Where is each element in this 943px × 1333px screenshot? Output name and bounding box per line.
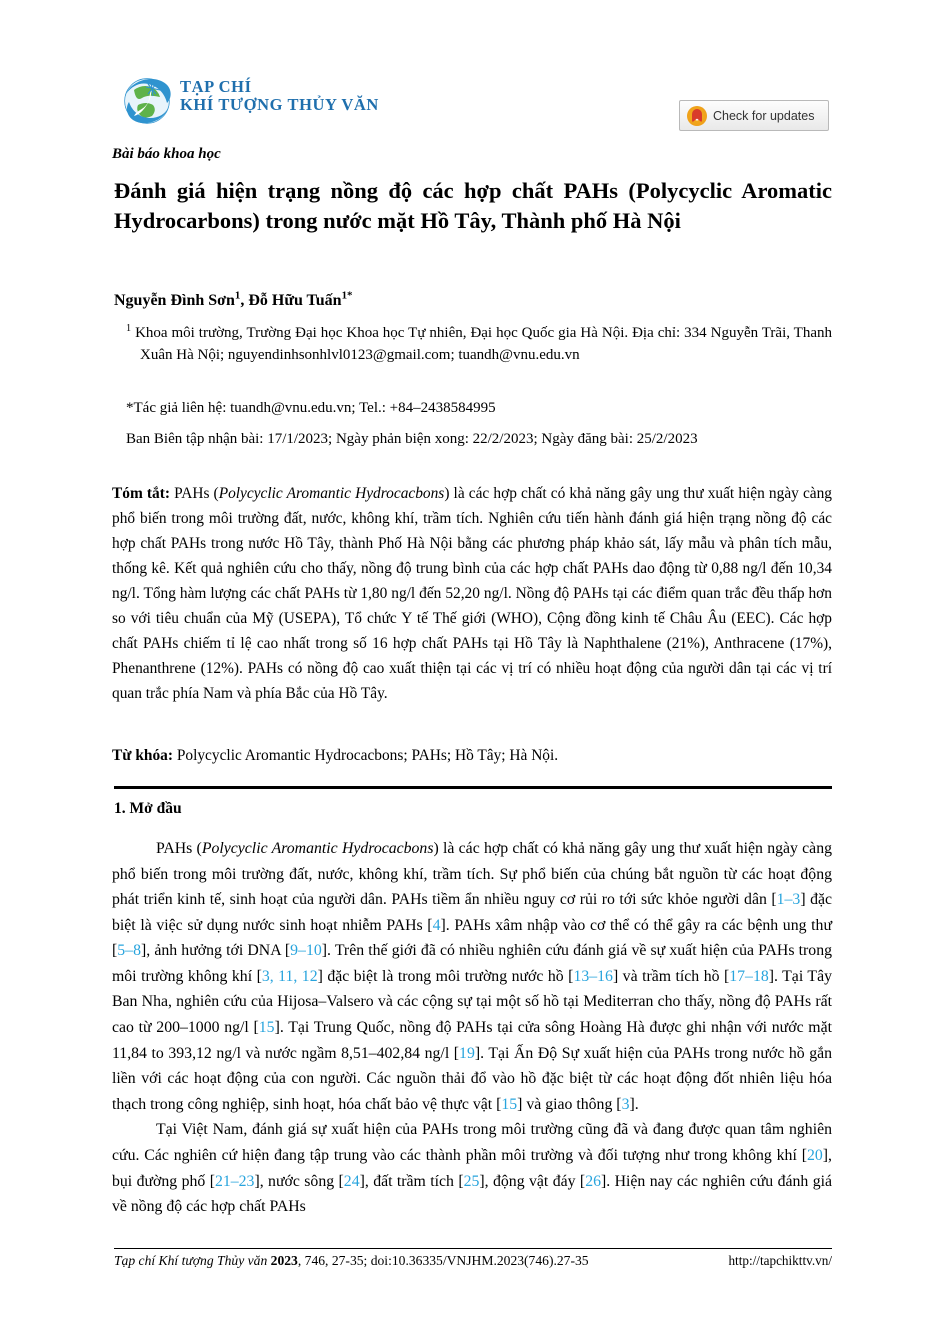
footer-doi: , 746, 27-35; doi:10.36335/VNJHM.2023(746).27-35 — [297, 1253, 589, 1268]
page-title: Đánh giá hiện trạng nồng độ các hợp chất PAHs (Polycyclic Aromatic Hydrocarbons) trong nước mặt Hồ Tây, Thành phố Hà Nội — [114, 178, 832, 233]
paragraph-2: Tại Việt Nam, đánh giá sự xuất hiện của PAHs trong môi trường cũng đã và đang được quan tâm nghiên cứu. Các nghiên cứ hiện đang tập trung vào các thành phần môi trường và đối tượng như trong không khí [20], bụi đường phố [21–23], nước sông [24], đất trầm tích [25], động vật đáy [26]. Hiện nay các nghiên cứu đánh giá về nồng độ các hợp chất PAHs — [112, 1121, 833, 1216]
footer-url[interactable]: http://tapchikttv.vn/ — [728, 1253, 832, 1268]
paragraph-1: PAHs (Polycyclic Aromantic Hydrocacbons) là các hợp chất có khả năng gây ung thư xuất hiện ngày càng phổ biến trong môi trường đất, nước, không khí, trầm tích. Sự phổ biến của chúng bắt nguồn từ các hoạt động phát triển kinh tế, sinh hoạt của người dân. PAHs tiềm ẩn nhiều nguy cơ rủi ro tới sức khỏe người dân [1–3] đặc biệt là việc sử dụng nước sinh hoạt nhiễm PAHs [4]. PAHs xâm nhập vào cơ thể có thể gây ra các bệnh ung thư [5–8], ảnh hưởng tới DNA [9–10]. Trên thế giới đã có nhiều nghiên cứu đánh giá về sự xuất hiện của PAHs trong môi trường không khí [3, 11, 12] đặc biệt là trong môi trường nước hồ [13–16] và trầm tích hồ [17–18]. Tại Tây Ban Nha, nghiên cứu của Hijosa–Valsero và các cộng sự tại một số hồ tại Mediterran cho thấy, nồng độ PAHs rất cao từ 200–1000 ng/l [15]. Tại Trung Quốc, nồng độ PAHs tại cửa sông Hoàng Hà được ghi nhận với nước mặt 11,84 to 393,12 ng/l và nước ngầm 8,51–402,84 ng/l [19]. Tại Ấn Độ Sự xuất hiện của PAHs trong nước hồ gắn liền với các hoạt động của con người. Các nguồn thải đổ vào hồ đặc biệt từ các hoạt động đốt nhiên liệu hóa thạch trong công nghiệp, sinh hoạt, hóa chất bảo vệ thực vật [15] và giao thông [3]. — [112, 840, 833, 1113]
submission-dates: Ban Biên tập nhận bài: 17/1/2023; Ngày phản biện xong: 22/2/2023; Ngày đăng bài: 25/2/2023 — [126, 431, 698, 447]
section-heading-introduction: 1. Mở đầu — [114, 800, 182, 817]
keywords-value: Polycyclic Aromantic Hydrocacbons; PAHs; Hồ Tây; Hà Nội. — [172, 747, 559, 764]
corresponding-author-note: *Tác giả liên hệ: tuandh@vnu.edu.vn; Tel.: +84–2438584995 — [126, 400, 496, 416]
body-text — [112, 836, 832, 1220]
keywords-block — [112, 744, 832, 769]
check-for-updates-label: Check for updates — [713, 108, 815, 123]
citation-link[interactable]: 13–16 — [573, 967, 613, 985]
journal-masthead — [112, 72, 834, 134]
citation-link[interactable]: 3 — [621, 1095, 630, 1113]
citation-link[interactable]: 17–18 — [729, 967, 769, 985]
italic-term: Polycyclic Aromantic Hydrocacbons — [201, 840, 434, 857]
citation-link[interactable]: 1–3 — [776, 891, 801, 909]
author-list: Nguyễn Đình Sơn$^1$, Đỗ Hữu Tuấn$^{1*}$ — [114, 289, 353, 309]
keywords-label: Từ khóa: — [112, 747, 173, 764]
abstract-italic-term: Polycyclic Aromantic Hydrocacbons — [218, 485, 445, 502]
abstract-label: Tóm tắt: — [112, 485, 170, 502]
citation-link[interactable]: 25 — [463, 1172, 480, 1190]
citation-link[interactable]: 9–10 — [290, 942, 322, 960]
citation-link[interactable]: 20 — [806, 1146, 823, 1164]
author-affiliation-marker: 1 — [234, 289, 241, 302]
citation-link[interactable]: 15 — [258, 1019, 275, 1037]
crossmark-icon — [687, 106, 707, 126]
citation-link[interactable]: 4 — [432, 916, 441, 934]
footer-divider — [114, 1248, 832, 1249]
abstract-text: ) là các hợp chất có khả năng gây ung thư xuất hiện ngày càng phổ biến trong môi trường đất, nước, không khí, trầm tích. Nghiên cứu tiến hành đánh giá hiện trạng nồng độ các hợp chất PAHs trong nước Hồ Tây, thành Phố Hà Nội bằng các phương pháp khảo sát, lấy mẫu và phân tích mẫu, thống kê. Kết quả nghiên cứu cho thấy, nồng độ trung bình của các hợp chất PAHs dao động từ 0,88 ng/l đến 10,34 ng/l. Tổng hàm lượng các chất PAHs từ 1,80 ng/l đến 52,20 ng/l. Nồng độ PAHs tại các điểm quan trắc đều thấp hơn so với tiêu chuẩn của Mỹ (USEPA), Tổ chức Y tế Thế giới (WHO), Cộng đồng kinh tế Châu Âu (EEC). Các hợp chất PAHs chiếm tỉ lệ cao nhất trong số 16 hợp chất PAHs tại Hồ Tây là Naphthalene (21%), Anthracene (17%), Phenanthrene (12%). PAHs có nồng độ cao xuất thiện tại các vị trí có nhiều hoạt động của người dân tại các vị trí quan trắc phía Nam và phía Bắc của Hồ Tây. — [112, 485, 833, 702]
footer-journal-name: Tạp chí Khí tượng Thủy văn — [114, 1253, 271, 1268]
footer-year: 2023 — [270, 1253, 298, 1268]
article-type-label: Bài báo khoa học — [112, 146, 221, 162]
affiliation-block — [126, 323, 832, 367]
journal-logo — [118, 72, 176, 130]
globe-swoosh-logo-icon — [118, 72, 176, 130]
page-content — [112, 0, 834, 1333]
journal-title-line2: KHÍ TƯỢNG THỦY VĂN — [180, 95, 379, 115]
citation-link[interactable]: 24 — [343, 1172, 360, 1190]
footer-citation — [114, 1253, 589, 1269]
journal-title — [180, 78, 379, 115]
citation-link[interactable]: 5–8 — [117, 942, 141, 960]
author-affiliation-marker: 1* — [341, 289, 353, 302]
affiliation-text: Khoa môi trường, Trường Đại học Khoa học Tự nhiên, Đại học Quốc gia Hà Nội. Địa chỉ: 334 Nguyễn Trãi, Thanh Xuân Hà Nội; nguyendinhsonhlvl0123@gmail.com; tuandh@vnu.edu.vn — [135, 325, 833, 363]
citation-link[interactable]: 26 — [585, 1172, 601, 1190]
journal-title-line1: TẠP CHÍ — [180, 77, 252, 96]
citation-link[interactable]: 19 — [459, 1044, 475, 1062]
abstract-block: Tóm tắt: PAHs (Polycyclic Aromantic Hydrocacbons) là các hợp chất có khả năng gây ung thư xuất hiện ngày càng phổ biến trong môi trường đất, nước, không khí, trầm tích. Nghiên cứu tiến hành đánh giá hiện trạng nồng độ các hợp chất PAHs trong nước Hồ Tây, thành Phố Hà Nội bằng các phương pháp khảo sát, lấy mẫu và phân tích mẫu, thống kê. Kết quả nghiên cứu cho thấy, nồng độ trung bình của các hợp chất PAHs dao động từ 0,88 ng/l đến 10,34 ng/l. Tổng hàm lượng các chất PAHs từ 1,80 ng/l đến 52,20 ng/l. Nồng độ PAHs tại các điểm quan trắc đều thấp hơn so với tiêu chuẩn của Mỹ (USEPA), Tổ chức Y tế Thế giới (WHO), Cộng đồng kinh tế Châu Âu (EEC). Các hợp chất PAHs chiếm tỉ lệ cao nhất trong số 16 hợp chất PAHs tại Hồ Tây là Naphthalene (21%), Anthracene (17%), Phenanthrene (12%). PAHs có nồng độ cao xuất thiện tại các vị trí có nhiều hoạt động của người dân tại các vị trí quan trắc phía Nam và phía Bắc của Hồ Tây. — [112, 485, 833, 702]
check-for-updates-badge[interactable] — [679, 100, 829, 131]
citation-link[interactable]: 15 — [501, 1095, 518, 1113]
citation-link[interactable]: 3, 11, 12 — [261, 967, 318, 985]
affiliation-marker: 1 — [126, 323, 132, 334]
page-footer — [114, 1253, 832, 1269]
section-divider — [114, 786, 832, 789]
citation-link[interactable]: 21–23 — [214, 1172, 255, 1190]
